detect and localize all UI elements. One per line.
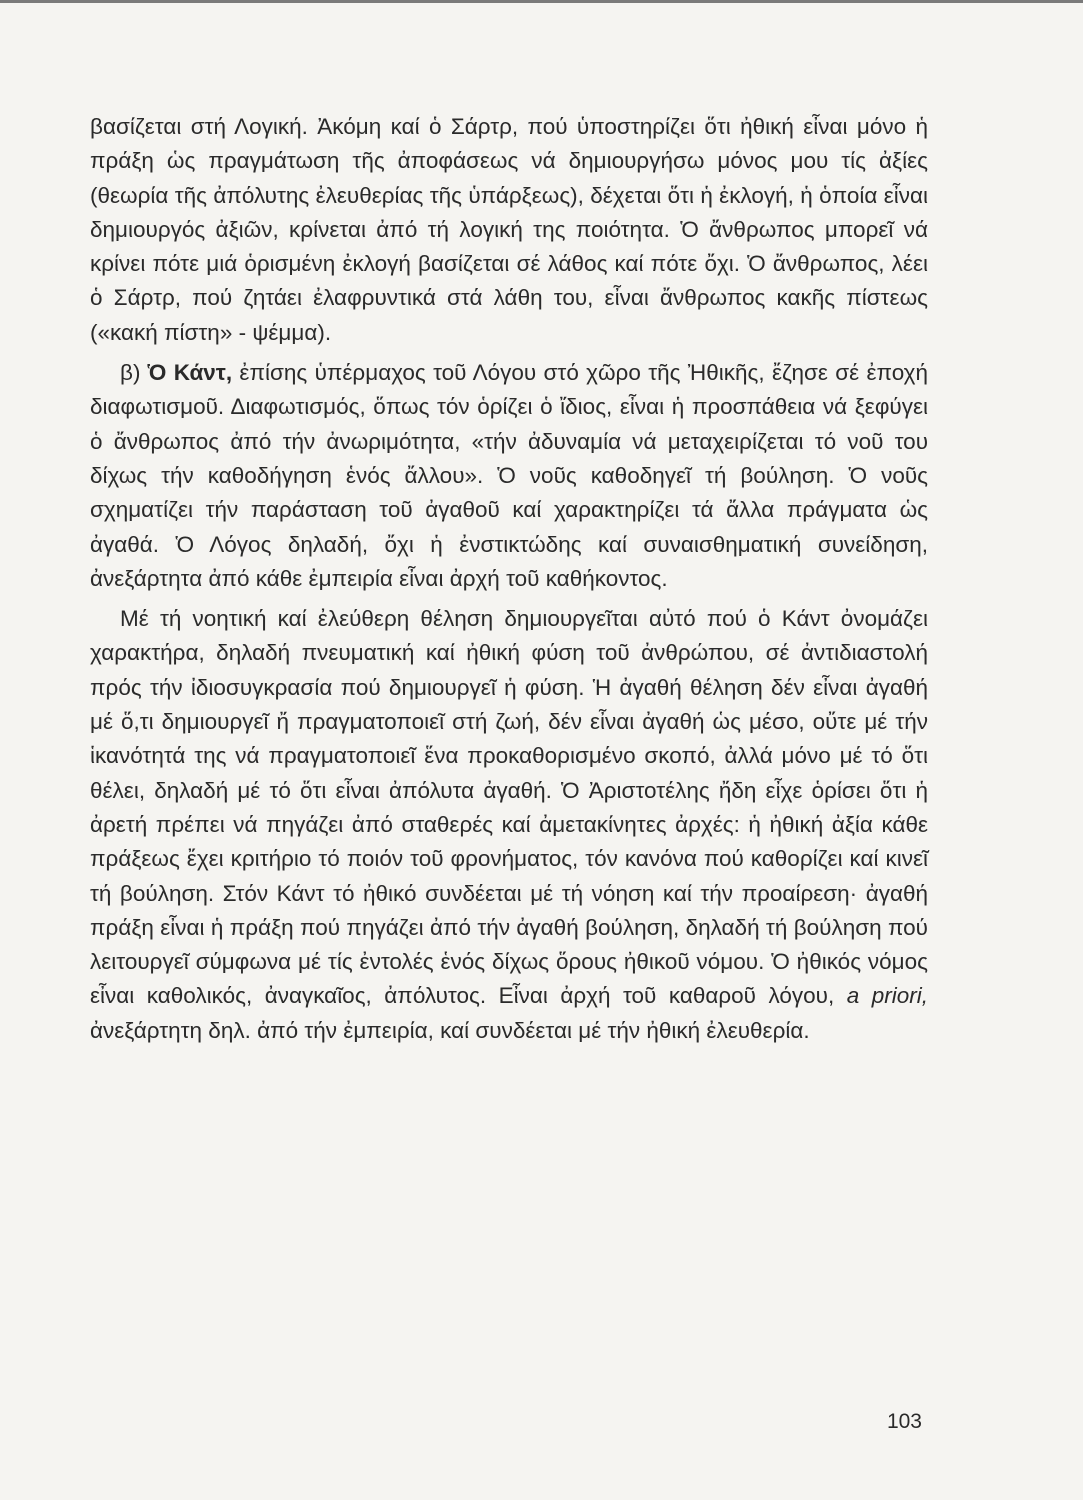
- paragraph-segment: β): [120, 360, 148, 386]
- paragraph-segment: ἐπίσης ὑπέρμαχος τοῦ Λόγου στό χῶρο τῆς Ἠθικῆς, ἔζησε σέ ἐποχή διαφωτισμοῦ. Διαφωτισμός, ὅπως τόν ὁρίζει ὁ ἴδιος, εἶναι ἡ προσπάθεια νά ξεφύγει ὁ ἄνθρωπος ἀπό τήν ἀνωριμότητα, «τήν ἀδυναμία νά μεταχειρίζεται τό νοῦ του δίχως τήν καθοδήγηση ἑνός ἄλλου». Ὁ νοῦς καθοδηγεῖ τή βούληση. Ὁ νοῦς σχηματίζει τήν παράσταση τοῦ ἀγαθοῦ καί χαρακτηρίζει τά ἄλλα πράγματα ὡς ἀγαθά. Ὁ Λόγος δηλαδή, ὄχι ἡ ἐνστικτώδης καί συναισθηματική συνείδηση, ἀνεξάρτητα ἀπό κάθε ἐμπειρία εἶναι ἀρχή τοῦ καθήκοντος.: [90, 360, 928, 591]
- paragraph-segment: ἀνεξάρτητη δηλ. ἀπό τήν ἐμπειρία, καί συνδέεται μέ τήν ἠθική ἐλευθερία.: [90, 1017, 810, 1043]
- page-number: 103: [886, 1410, 922, 1433]
- paragraph-segment: Μέ τή νοητική καί ἐλεύθερη θέληση δημιουργεῖται αὐτό πού ὁ Κάντ ὀνομάζει χαρακτήρα, δηλαδή πνευματική καί ἠθική φύση τοῦ ἀνθρώπου, σέ ἀντιδιαστολή πρός τήν ἰδιοσυγκρασία πού δημιουργεῖ ἡ φύση. Ἡ ἀγαθή θέληση δέν εἶναι ἀγαθή μέ ὅ,τι δημιουργεῖ ἤ πραγματοποιεῖ στή ζωή, δέν εἶναι ἀγαθή ὡς μέσο, οὔτε μέ τήν ἱκανότητά της νά πραγματοποιεῖ ἕνα προκαθορισμένο σκοπό, ἀλλά μόνο μέ τό ὅτι θέλει, δηλαδή μέ τό ὅτι εἶναι ἀπόλυτα ἀγαθή. Ὁ Ἀριστοτέλης ἤδη εἶχε ὁρίσει ὅτι ἡ ἀρετή πρέπει νά πηγάζει ἀπό σταθερές καί ἀμετακίνητες ἀρχές: ἡ ἠθική ἀξία κάθε πράξεως ἔχει κριτήριο τό ποιόν τοῦ φρονήματος, τόν κανόνα πού καθορίζει καί κινεῖ τή βούληση. Στόν Κάντ τό ἠθικό συνδέεται μέ τή νόηση καί τήν προαίρεση· ἀγαθή πράξη εἶναι ἡ πράξη πού πηγάζει ἀπό τήν ἀγαθή βούληση, δηλαδή τή βούληση πού λειτουργεῖ σύμφωνα μέ τίς ἐντολές ἑνός δίχως ὅρους ἠθικοῦ νόμου. Ὁ ἠθικός νόμος εἶναι καθολικός, ἀναγκαῖος, ἀπόλυτος. Εἶναι ἀρχή τοῦ καθαροῦ λόγου,: [90, 606, 928, 1009]
- paragraph-kant-intro: [90, 356, 928, 596]
- body-text: [90, 110, 928, 1048]
- paragraph-will: [90, 602, 928, 1048]
- paragraph-segment: βασίζεται στή Λογική. Ἀκόμη καί ὁ Σάρτρ, πού ὑποστηρίζει ὅτι ἠθική εἶναι μόνο ἡ πράξη ὡς πραγμάτωση τῆς ἀποφάσεως νά δημιουργήσω μόνος μου τίς ἀξίες (θεωρία τῆς ἀπόλυτης ἐλευθερίας τῆς ὑπάρξεως), δέχεται ὅτι ἡ ἐκλογή, ἡ ὁποία εἶναι δημιουργός ἀξιῶν, κρίνεται ἀπό τή λογική της ποιότητα. Ὁ ἄνθρωπος μπορεῖ νά κρίνει πότε μιά ὁρισμένη ἐκλογή βασίζεται σέ λάθος καί πότε ὄχι. Ὁ ἄνθρωπος, λέει ὁ Σάρτρ, πού ζητάει ἐλαφρυντικά στά λάθη του, εἶναι ἄνθρωπος κακῆς πίστεως («κακή πίστη» - ψέμμα).: [90, 114, 928, 345]
- top-scan-edge: [0, 0, 1083, 3]
- a-priori-term: a priori,: [846, 983, 928, 1009]
- paragraph-sartre: [90, 110, 928, 350]
- kant-heading: Ὁ Κάντ,: [147, 360, 233, 386]
